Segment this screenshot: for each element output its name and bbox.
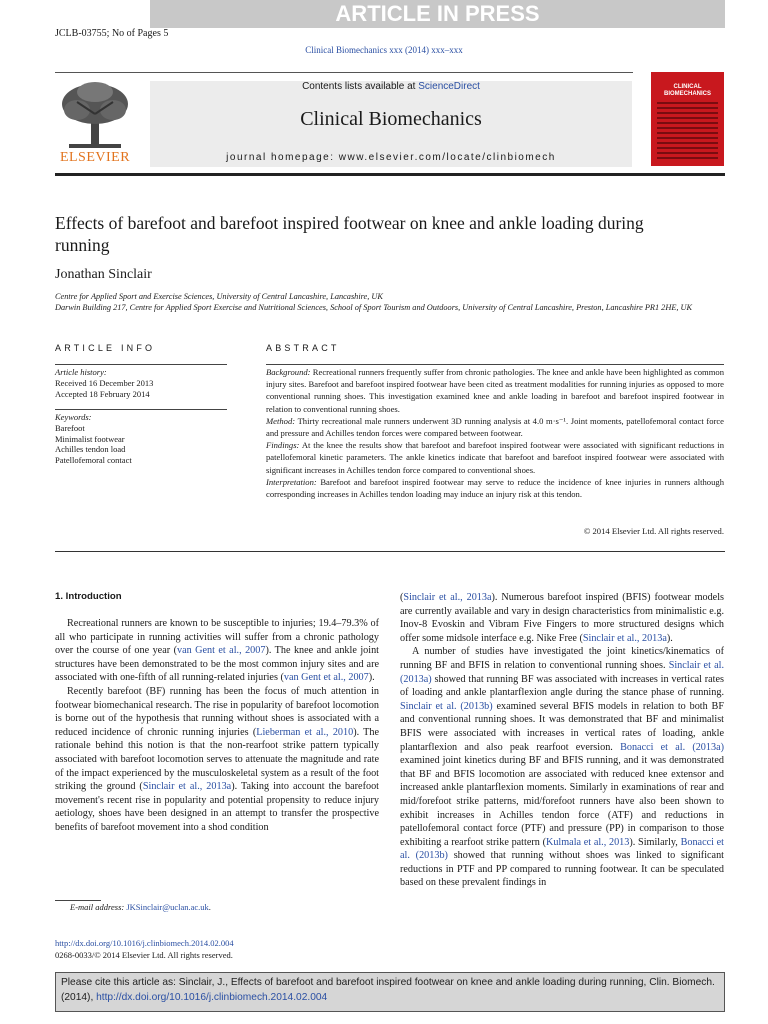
journal-homepage[interactable]: journal homepage: www.elsevier.com/locate/clinbiomech [226, 152, 556, 163]
journal-reference [0, 45, 768, 55]
keyword: Patellofemoral contact [55, 455, 132, 466]
citation-link[interactable]: Sinclair et al., 2013a [403, 592, 492, 603]
journal-title: Clinical Biomechanics [300, 108, 482, 130]
abstract-body [266, 366, 724, 500]
citation-link[interactable]: Sinclair et al., 2013a [142, 781, 232, 793]
history-label: Article history: [55, 367, 107, 377]
article-in-press-banner: ARTICLE IN PRESS [150, 0, 725, 28]
abstract-findings [266, 439, 724, 476]
citation-link[interactable]: Sinclair et al., 2013a [582, 632, 667, 644]
received-date: Received 16 December 2013 [55, 377, 154, 388]
citation-box [55, 972, 725, 1012]
background-label: Background: [266, 367, 311, 377]
abstract-heading: ABSTRACT [266, 343, 340, 353]
journal-cover[interactable] [651, 72, 724, 166]
email-label: E-mail address: [70, 902, 127, 912]
keyword: Barefoot [55, 422, 85, 433]
keywords-label: Keywords: [55, 412, 92, 422]
citation-link[interactable]: Kulmala et al., 2013 [545, 836, 630, 848]
issn-copyright: 0268-0033/© 2014 Elsevier Ltd. All rights reserved. [55, 950, 233, 960]
publisher-name: ELSEVIER [59, 150, 131, 165]
cover-stripes [657, 102, 718, 160]
email-link[interactable]: JKSinclair@uclan.ac.uk [126, 902, 209, 912]
citation-link[interactable]: Sinclair et al. (2013a) [400, 659, 724, 685]
email-footnote: E-mail address: JKSinclair@uclan.ac.uk. [70, 902, 211, 912]
keyword: Minimalist footwear [55, 433, 125, 444]
interpretation-label: Interpretation: [266, 476, 317, 487]
document-id: JCLB-03755; No of Pages 5 [55, 28, 169, 39]
interpretation-text: Barefoot and barefoot inspired footwear may serve to reduce the incidence of knee injuries in runners although corresponding increases in Achilles tendon loading may induce an injury risk at this tendon. [266, 476, 724, 500]
top-rule [55, 72, 633, 73]
findings-text: At the knee the results show that barefoot and barefoot inspired footwear were associated with significant reductions in patellofemoral kinetic parameters. The ankle kinetics indicate that barefoot and barefoot inspired footwear were associated with significant increases in Achilles tendon force compared to conventional shoes. [266, 440, 724, 475]
keywords-block [55, 412, 227, 466]
abstract-background [266, 366, 724, 415]
findings-label: Findings: [266, 440, 300, 451]
body-rule [55, 551, 725, 552]
contents-prefix: Contents lists available at [302, 81, 419, 92]
footnote-rule [55, 900, 101, 901]
copyright-notice: © 2014 Elsevier Ltd. All rights reserved. [583, 526, 724, 536]
method-label: Method: [266, 415, 296, 426]
citation-link[interactable]: Sinclair et al. (2013b) [400, 700, 493, 712]
journal-reference-link[interactable]: Clinical Biomechanics xxx (2014) xxx–xxx [305, 45, 463, 55]
abstract-rule [266, 364, 724, 365]
method-text: Thirty recreational male runners underwent 3D running analysis at 4.0 m·s⁻¹. Joint moments, patellofemoral contact force and pressure and Achilles tendon forces were compared between footwear. [266, 415, 724, 439]
background-text: Recreational runners frequently suffer from chronic pathologies. The knee and ankle have been highlighted as common injury sites. Barefoot and barefoot inspired footwear have been cited as treatment modalities for running injuries as opposed to more conventional running shoes. This investigation examined knee and ankle loading in barefoot and barefoot inspired footwear in relation to conventional running shoes. [266, 367, 724, 414]
abstract-method [266, 415, 724, 439]
accepted-date: Accepted 18 February 2014 [55, 388, 150, 399]
section-heading: 1. Introduction [55, 591, 122, 602]
citation-link[interactable]: Lieberman et al., 2010 [256, 726, 354, 738]
keywords-rule [55, 409, 227, 410]
article-history [55, 367, 227, 399]
cite-text: Please cite this article as: Sinclair, J., Effects of barefoot and barefoot inspired footwear on knee and ankle loading during running, Clin. Biomech. (2014), [61, 977, 715, 1003]
contents-line [150, 81, 632, 92]
right-column [400, 591, 724, 890]
sciencedirect-link[interactable]: ScienceDirect [418, 81, 480, 92]
citation-link[interactable]: Bonacci et al. (2013a) [620, 741, 725, 753]
header-thick-rule [55, 173, 725, 176]
paragraph: (Sinclair et al., 2013a). Numerous barefoot inspired (BFIS) footwear models are currently available and vary in design characteristics from minimalistic e.g. Inov-8 Evoskin and Vibram Five Fingers to more structured designs which offer some midsole interface e.g. Nike Free (Sinclair et al., 2013a). [400, 592, 724, 644]
paragraph: Recreational runners are known to be susceptible to injuries; 19.4–79.3% of all who participate in running activities will suffer from a chronic pathology over the course of one year (van Gent et al., 2007). The knee and ankle joint structures have been demonstrated to be the most common injury sites and are associated with one-fifth of all running-related injuries (van Gent et al., 2007). [55, 618, 379, 684]
citation-link[interactable]: van Gent et al., 2007 [283, 672, 369, 684]
cite-doi-link[interactable]: http://dx.doi.org/10.1016/j.clinbiomech.2014.02.004 [96, 992, 328, 1003]
cover-title: CLINICAL BIOMECHANICS [663, 84, 711, 97]
citation-link[interactable]: Bonacci et al. (2013b) [400, 836, 725, 862]
author-name: Jonathan Sinclair [55, 267, 152, 282]
article-title: Effects of barefoot and barefoot inspired footwear on knee and ankle loading during running [55, 213, 644, 255]
article-info-rule [55, 364, 227, 365]
keyword: Achilles tendon load [55, 444, 126, 455]
affiliation-1: Centre for Applied Sport and Exercise Sciences, University of Central Lancashire, Lancashire, UK [55, 292, 383, 301]
paragraph: Recently barefoot (BF) running has been the focus of much attention in footwear biomechanical research. The rise in popularity of barefoot locomotion is borne out of the hypothesis that running without shoes is associated with a reduced incidence of chronic running injuries (Lieberman et al., 2010). The rationale behind this notion is that the non-rearfoot strike pattern typically associated with barefoot locomotion serves to attenuate the magnitude and rate of the impact experienced by the musculoskeletal system as a result of the foot striking the ground (Sinclair et al., 2013a). Taking into account the barefoot movement's recent rise in popularity and potential propensity to reduce injury aetiology, shoes have been designed in an attempt to transfer the prospective benefits of barefoot movement into a shod condition [55, 685, 380, 833]
citation-link[interactable]: van Gent et al., 2007 [176, 645, 266, 657]
article-info-heading: ARTICLE INFO [55, 343, 156, 353]
affiliation-2: Darwin Building 217, Centre for Applied Sport Exercise and Nutritional Sciences, School of Sport Tourism and Outdoors, University of Central Lancashire, Preston, Lancashire PR1 2HE, UK [55, 303, 693, 312]
doi-link-wrapper [55, 938, 234, 948]
abstract-interpretation [266, 476, 724, 500]
paragraph: A number of studies have investigated the joint kinetics/kinematics of running BF and BFIS in relation to conventional running shoes. Sinclair et al. (2013a) showed that running BF was associated with increases in vertical rates of loading and ankle plantarflexion angle during the stance phase of running. Sinclair et al. (2013b) examined several BFIS models in relation to both BF and conventional running shoes. It was demonstrated that BF and minimalist BFIS were associated with increases in vertical rates of loading, ankle plantarflexion and also peak rearfoot eversion. Bonacci et al. (2013a) examined joint kinetics during BF and BFIS running, and it was demonstrated that BF and BFIS locomotion are associated with reduced knee extensor and increased ankle plantarflexion moments. Similarly in examinations of rear and mid/forefoot strike patterns, mid/forefoot runners have also been shown to exhibit increases in Achilles tendon force (ATF) and reductions in patellofemoral contact force (PTF) and pressure (PP) in comparison to those exhibiting a rearfoot strike pattern (Kulmala et al., 2013). Similarly, Bonacci et al. (2013b) showed that running without shoes was linked to significant reductions in PTF and PP compared to running footwear. It can be speculated based on these prevalent findings in [400, 646, 725, 889]
doi-link[interactable]: http://dx.doi.org/10.1016/j.clinbiomech.2014.02.004 [55, 938, 234, 948]
tree-icon [55, 80, 135, 150]
left-column [55, 617, 379, 835]
